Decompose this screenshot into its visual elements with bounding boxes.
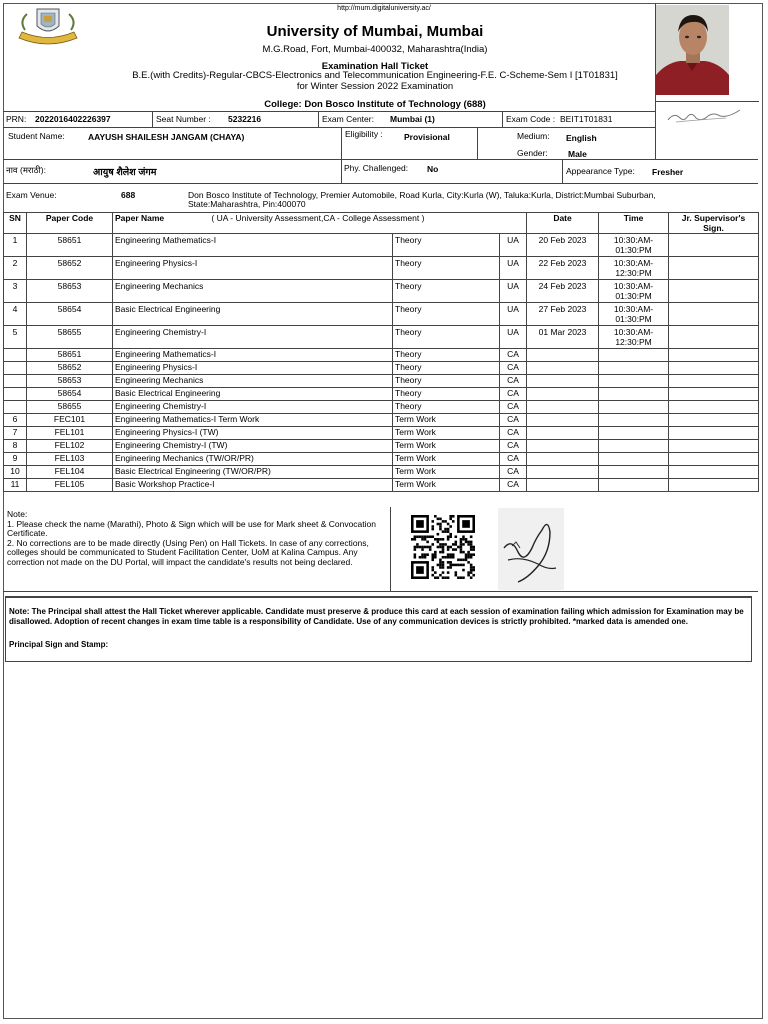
- row-sn: 3: [4, 280, 27, 303]
- course-line-1: B.E.(with Credits)-Regular-CBCS-Electronics and Telecommunication Engineering-F.E. C-Scheme-Sem I [1T01831]: [132, 70, 618, 81]
- qr-code: [411, 515, 477, 579]
- student-name-value: AAYUSH SHAILESH JANGAM (CHAYA): [88, 132, 245, 142]
- row-time: [599, 349, 669, 362]
- principal-note: Note: The Principal shall attest the Hall Ticket wherever applicable. Candidate must preserve & produce this card at each session of examination failing which admission for Examination may be disallowed. Adoption of recent changes in exam time table is a responsibility of Candidate. Use of any communication devices is strictly prohibited. *marked data is amended one.: [9, 607, 744, 626]
- row-paper-type: Theory: [393, 326, 500, 349]
- row-paper-name: Engineering Mathematics-I: [113, 234, 393, 257]
- ticket-title: Examination Hall Ticket: [321, 61, 429, 72]
- seat-number-label: Seat Number :: [156, 114, 211, 124]
- row-assessment: CA: [500, 453, 527, 466]
- source-url: http://mum.digitaluniversity.ac/: [337, 5, 431, 12]
- row-paper-type: Term Work: [393, 427, 500, 440]
- row-paper-type: Term Work: [393, 440, 500, 453]
- row-paper-type: Theory: [393, 257, 500, 280]
- phy-challenged-label: Phy. Challenged:: [344, 163, 409, 173]
- row-paper-name: Engineering Chemistry-I (TW): [113, 440, 393, 453]
- medium-label: Medium:: [517, 131, 550, 141]
- row-paper-code: 58651: [27, 234, 113, 257]
- appearance-type-label: Appearance Type:: [566, 166, 635, 176]
- principal-signature-image: [498, 508, 564, 590]
- row-supervisor-sign: [669, 375, 759, 388]
- row-sn: [4, 349, 27, 362]
- row-assessment: UA: [500, 280, 527, 303]
- row-supervisor-sign: [669, 234, 759, 257]
- candidate-signature: [666, 106, 742, 128]
- exam-venue-address-2: State:Maharashtra, Pin:400070: [188, 199, 306, 209]
- row-paper-type: Theory: [393, 375, 500, 388]
- row-assessment: CA: [500, 362, 527, 375]
- row-assessment: UA: [500, 326, 527, 349]
- table-header-row: [4, 213, 759, 234]
- exam-center-value: Mumbai (1): [390, 114, 435, 124]
- row-date: 27 Feb 2023: [527, 303, 599, 326]
- notes-divider: [390, 507, 391, 591]
- row-paper-name: Engineering Physics-I: [113, 257, 393, 280]
- table-row: [4, 440, 759, 453]
- row-time-end: 01:30:PM: [615, 245, 652, 255]
- row-paper-type: Theory: [393, 234, 500, 257]
- row-date: 20 Feb 2023: [527, 234, 599, 257]
- row-sn: 11: [4, 479, 27, 492]
- table-row: [4, 453, 759, 466]
- row-supervisor-sign: [669, 427, 759, 440]
- row-supervisor-sign: [669, 362, 759, 375]
- cell-divider: [477, 127, 478, 159]
- row-paper-code: 58654: [27, 303, 113, 326]
- row-sn: 2: [4, 257, 27, 280]
- row-paper-name: Basic Electrical Engineering (TW/OR/PR): [113, 466, 393, 479]
- row-paper-code: 58651: [27, 349, 113, 362]
- row-assessment: CA: [500, 349, 527, 362]
- row-date: [527, 349, 599, 362]
- exam-venue-address-1: Don Bosco Institute of Technology, Premier Automobile, Road Kurla, City:Kurla (W), Taluka:Kurla, District:Mumbai Suburban,: [188, 190, 656, 200]
- row-date: 24 Feb 2023: [527, 280, 599, 303]
- row-divider: [3, 127, 655, 128]
- row-assessment: CA: [500, 479, 527, 492]
- row-paper-name: Engineering Physics-I (TW): [113, 427, 393, 440]
- header-time: Time: [599, 213, 669, 234]
- row-paper-code: 58652: [27, 257, 113, 280]
- row-sn: 10: [4, 466, 27, 479]
- row-date: 01 Mar 2023: [527, 326, 599, 349]
- exam-code-value: BEIT1T01831: [560, 114, 613, 124]
- row-date: [527, 401, 599, 414]
- row-paper-name: Engineering Chemistry-I: [113, 401, 393, 414]
- row-paper-name: Engineering Mechanics (TW/OR/PR): [113, 453, 393, 466]
- row-date: [527, 466, 599, 479]
- row-date: [527, 362, 599, 375]
- header-supervisor-sign: Jr. Supervisor's Sign.: [669, 213, 759, 234]
- row-sn: [4, 388, 27, 401]
- table-row: [4, 303, 759, 326]
- row-divider: [3, 183, 758, 184]
- table-row: [4, 479, 759, 492]
- row-time: [599, 375, 669, 388]
- row-paper-type: Theory: [393, 362, 500, 375]
- table-row: [4, 401, 759, 414]
- table-row: [4, 349, 759, 362]
- row-time: [599, 326, 669, 349]
- university-crest-logo: [17, 6, 79, 48]
- row-paper-code: FEL102: [27, 440, 113, 453]
- row-paper-name: Basic Electrical Engineering: [113, 388, 393, 401]
- row-paper-type: Theory: [393, 303, 500, 326]
- gender-label: Gender:: [517, 148, 548, 158]
- table-row: [4, 257, 759, 280]
- photo-sign-divider: [655, 101, 759, 102]
- row-paper-code: 58652: [27, 362, 113, 375]
- row-supervisor-sign: [669, 453, 759, 466]
- cell-divider: [502, 111, 503, 127]
- photo-column-divider: [655, 3, 656, 159]
- eligibility-value: Provisional: [404, 132, 450, 142]
- row-time-start: 10:30:AM-: [613, 281, 654, 291]
- header-paper-code: Paper Code: [27, 213, 113, 234]
- row-supervisor-sign: [669, 466, 759, 479]
- row-paper-code: 58655: [27, 326, 113, 349]
- row-paper-code: FEL101: [27, 427, 113, 440]
- row-date: [527, 479, 599, 492]
- prn-label: PRN:: [6, 114, 27, 124]
- notes-bottom-divider: [3, 591, 758, 592]
- row-time-end: 01:30:PM: [615, 314, 652, 324]
- row-paper-code: FEL105: [27, 479, 113, 492]
- exam-venue-label: Exam Venue:: [6, 190, 57, 200]
- course-line-2: for Winter Session 2022 Examination: [296, 81, 454, 92]
- row-divider: [3, 159, 758, 160]
- row-supervisor-sign: [669, 280, 759, 303]
- row-supervisor-sign: [669, 303, 759, 326]
- row-time: [599, 257, 669, 280]
- row-assessment: CA: [500, 401, 527, 414]
- medium-value: English: [566, 133, 597, 143]
- row-date: [527, 414, 599, 427]
- row-time-start: 10:30:AM-: [613, 304, 654, 314]
- table-row: [4, 280, 759, 303]
- marathi-name-label: नाव (मराठी):: [6, 165, 46, 175]
- row-paper-name: Engineering Mechanics: [113, 280, 393, 303]
- row-time: [599, 479, 669, 492]
- university-address: M.G.Road, Fort, Mumbai-400032, Maharashtra(India): [262, 44, 488, 55]
- exam-center-label: Exam Center:: [322, 114, 374, 124]
- row-supervisor-sign: [669, 388, 759, 401]
- header-paper-name-label: Paper Name: [115, 213, 165, 223]
- row-sn: 9: [4, 453, 27, 466]
- exam-venue-code: 688: [121, 190, 136, 200]
- row-time-end: 12:30:PM: [615, 268, 652, 278]
- row-time: [599, 280, 669, 303]
- row-assessment: UA: [500, 257, 527, 280]
- row-time: [599, 234, 669, 257]
- row-assessment: CA: [500, 440, 527, 453]
- row-time: [599, 362, 669, 375]
- candidate-photo: [656, 5, 729, 95]
- cell-divider: [152, 111, 153, 127]
- row-paper-name: Basic Workshop Practice-I: [113, 479, 393, 492]
- header-sn: SN: [4, 213, 27, 234]
- appearance-type-value: Fresher: [652, 167, 684, 177]
- row-date: 22 Feb 2023: [527, 257, 599, 280]
- row-date: [527, 427, 599, 440]
- candidate-notes: [7, 510, 382, 567]
- row-time: [599, 453, 669, 466]
- cell-divider: [318, 111, 319, 127]
- row-paper-type: Theory: [393, 349, 500, 362]
- table-row: [4, 362, 759, 375]
- phy-challenged-value: No: [427, 164, 439, 174]
- cell-divider: [341, 127, 342, 183]
- notes-item-1: 1. Please check the name (Marathi), Photo & Sign which will be use for Mark sheet & Convocation Certificate.: [7, 518, 376, 538]
- row-time: [599, 401, 669, 414]
- row-date: [527, 388, 599, 401]
- student-name-label: Student Name:: [8, 131, 65, 141]
- row-supervisor-sign: [669, 326, 759, 349]
- exam-code-label: Exam Code :: [506, 114, 556, 124]
- row-date: [527, 453, 599, 466]
- row-paper-code: FEL103: [27, 453, 113, 466]
- marathi-name-value: आयुष शैलेश जंगम: [93, 167, 157, 178]
- row-assessment: CA: [500, 388, 527, 401]
- principal-note-box: [5, 596, 752, 662]
- row-paper-type: Theory: [393, 280, 500, 303]
- row-paper-name: Engineering Mathematics-I Term Work: [113, 414, 393, 427]
- row-paper-code: 58654: [27, 388, 113, 401]
- row-paper-name: Basic Electrical Engineering: [113, 303, 393, 326]
- row-assessment: CA: [500, 375, 527, 388]
- row-paper-name: Engineering Chemistry-I: [113, 326, 393, 349]
- row-assessment: CA: [500, 427, 527, 440]
- row-sn: 4: [4, 303, 27, 326]
- row-time: [599, 427, 669, 440]
- seat-number-value: 5232216: [228, 114, 262, 124]
- row-sn: [4, 401, 27, 414]
- header-paper-name: [113, 213, 527, 234]
- table-row: [4, 326, 759, 349]
- row-time-start: 10:30:AM-: [613, 327, 654, 337]
- eligibility-label: Eligibility :: [345, 129, 383, 139]
- row-date: [527, 375, 599, 388]
- row-sn: 6: [4, 414, 27, 427]
- row-time: [599, 466, 669, 479]
- row-paper-type: Term Work: [393, 479, 500, 492]
- row-assessment: CA: [500, 466, 527, 479]
- row-time: [599, 388, 669, 401]
- table-row: [4, 388, 759, 401]
- row-supervisor-sign: [669, 440, 759, 453]
- row-time: [599, 414, 669, 427]
- row-paper-type: Term Work: [393, 414, 500, 427]
- row-sn: 7: [4, 427, 27, 440]
- row-date: [527, 440, 599, 453]
- gender-value: Male: [568, 149, 587, 159]
- notes-item-2: 2. No corrections are to be made directly (Using Pen) on Hall Tickets. In case of any corrections, colleges should be communicated to Student Facilitation Center, UoM at Kalina Campus. Any correction not made on the DU Portal, will impact the candidate's results not being declared.: [7, 537, 369, 567]
- row-assessment: UA: [500, 303, 527, 326]
- row-supervisor-sign: [669, 349, 759, 362]
- table-row: [4, 427, 759, 440]
- table-row: [4, 466, 759, 479]
- row-sn: [4, 362, 27, 375]
- row-time-end: 12:30:PM: [615, 337, 652, 347]
- row-paper-code: FEL104: [27, 466, 113, 479]
- college-name: College: Don Bosco Institute of Technology (688): [264, 99, 486, 110]
- row-sn: [4, 375, 27, 388]
- prn-value: 2022016402226397: [35, 114, 111, 124]
- assessment-legend: ( UA - University Assessment,CA - College Assessment ): [211, 213, 425, 223]
- row-sn: 5: [4, 326, 27, 349]
- row-paper-code: 58655: [27, 401, 113, 414]
- row-supervisor-sign: [669, 257, 759, 280]
- row-paper-code: FEC101: [27, 414, 113, 427]
- row-time-start: 10:30:AM-: [613, 235, 654, 245]
- row-paper-type: Term Work: [393, 453, 500, 466]
- row-assessment: UA: [500, 234, 527, 257]
- row-supervisor-sign: [669, 401, 759, 414]
- course-details: [60, 70, 690, 92]
- table-row: [4, 375, 759, 388]
- row-time: [599, 303, 669, 326]
- notes-title: Note:: [7, 509, 28, 519]
- row-assessment: CA: [500, 414, 527, 427]
- row-time: [599, 440, 669, 453]
- principal-sign-label: Principal Sign and Stamp:: [9, 640, 109, 649]
- row-paper-name: Engineering Mechanics: [113, 375, 393, 388]
- row-sn: 1: [4, 234, 27, 257]
- header-date: Date: [527, 213, 599, 234]
- row-paper-code: 58653: [27, 280, 113, 303]
- row-time-end: 01:30:PM: [615, 291, 652, 301]
- row-paper-name: Engineering Physics-I: [113, 362, 393, 375]
- table-row: [4, 414, 759, 427]
- row-paper-type: Theory: [393, 388, 500, 401]
- table-row: [4, 234, 759, 257]
- header-divider: [3, 111, 655, 112]
- row-paper-name: Engineering Mathematics-I: [113, 349, 393, 362]
- row-time-start: 10:30:AM-: [613, 258, 654, 268]
- row-supervisor-sign: [669, 414, 759, 427]
- university-title: University of Mumbai, Mumbai: [266, 23, 484, 40]
- cell-divider: [562, 159, 563, 183]
- row-paper-type: Term Work: [393, 466, 500, 479]
- row-supervisor-sign: [669, 479, 759, 492]
- exam-schedule-table: [3, 212, 759, 492]
- row-paper-code: 58653: [27, 375, 113, 388]
- row-paper-type: Theory: [393, 401, 500, 414]
- row-sn: 8: [4, 440, 27, 453]
